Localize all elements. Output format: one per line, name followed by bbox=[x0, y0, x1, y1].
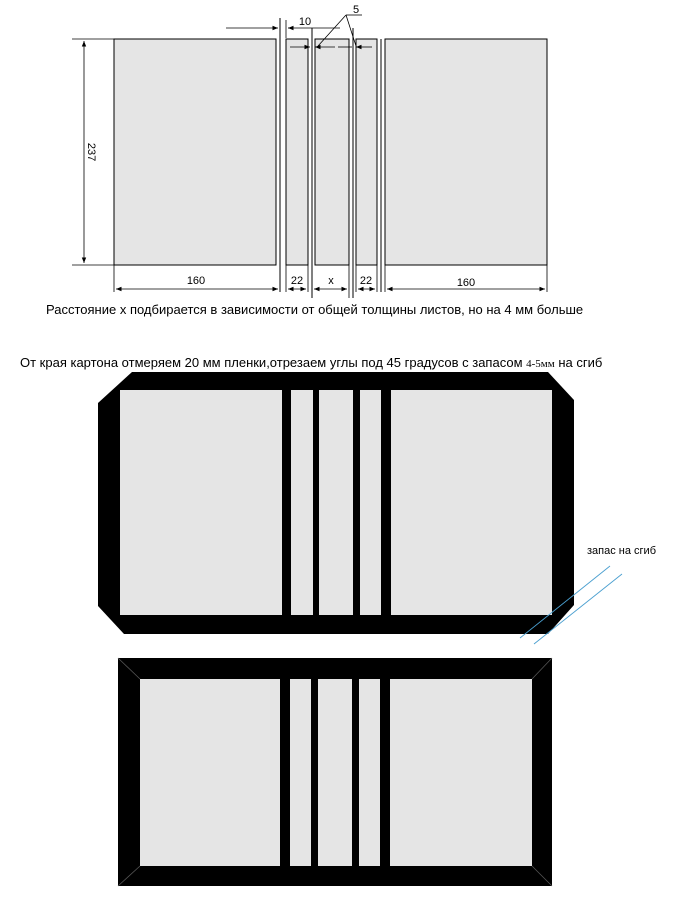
caption-film-cut-part3: на сгиб bbox=[554, 355, 603, 370]
x-dimension-label: x bbox=[328, 275, 334, 287]
center-spine-board bbox=[318, 679, 352, 866]
film-cut-corners bbox=[98, 372, 622, 644]
film-folded bbox=[118, 658, 552, 886]
gap-dimension-label: 10 bbox=[298, 16, 312, 28]
caption-x-distance: Расстояние х подбирается в зависимости от общей толщины листов, но на 4 мм больше bbox=[46, 302, 584, 317]
center-spine-board bbox=[315, 39, 349, 265]
caption-film-cut-part1: От края картона отмеряем 20 мм пленки,отрезаем углы под 45 градусов с запасом bbox=[20, 355, 527, 370]
fold-allowance-label: запас на сгиб bbox=[587, 545, 656, 557]
right-spine-board bbox=[360, 390, 381, 615]
right-cover-board bbox=[390, 679, 532, 866]
cover-left-dimension-label: 160 bbox=[186, 275, 206, 287]
spine-right-dimension-label: 22 bbox=[359, 275, 373, 287]
slot-dimension-label: 5 bbox=[352, 4, 360, 16]
caption-film-cut-part2: 4-5мм bbox=[526, 358, 555, 370]
caption-film-cut bbox=[20, 355, 602, 370]
left-cover-board bbox=[140, 679, 280, 866]
left-spine-board bbox=[291, 390, 313, 615]
top-schematic bbox=[72, 4, 547, 298]
right-cover-board bbox=[391, 390, 552, 615]
center-spine-board bbox=[319, 390, 353, 615]
right-spine-board bbox=[359, 679, 380, 866]
left-cover-board bbox=[114, 39, 276, 265]
cover-right-dimension-label: 160 bbox=[456, 277, 476, 289]
right-spine-board bbox=[356, 39, 377, 265]
height-dimension-label: 237 bbox=[85, 142, 97, 162]
left-spine-board bbox=[286, 39, 308, 265]
spine-left-dimension-label: 22 bbox=[290, 275, 304, 287]
left-spine-board bbox=[290, 679, 311, 866]
right-cover-board bbox=[385, 39, 547, 265]
left-cover-board bbox=[120, 390, 282, 615]
